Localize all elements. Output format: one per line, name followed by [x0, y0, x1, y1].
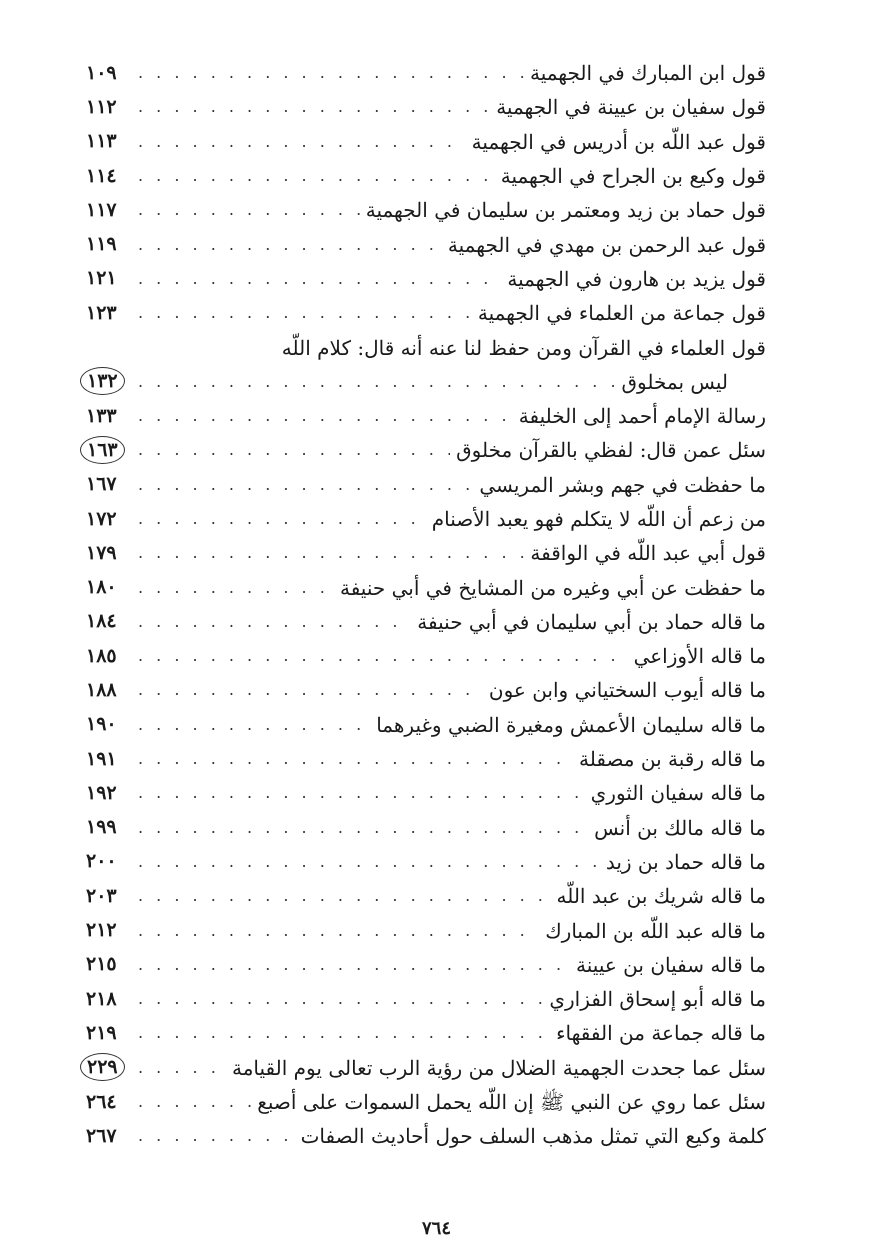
toc-entry — [86, 639, 766, 673]
toc-entry-title: سئل عمن قال: لفظي بالقرآن مخلوق — [456, 438, 766, 463]
toc-entry-page: ١١٣ — [86, 130, 117, 153]
leader-dots — [138, 888, 550, 904]
toc-entry — [86, 879, 766, 913]
leader-dots — [138, 580, 334, 596]
toc-entry-title: ليس بمخلوق — [621, 369, 728, 394]
toc-entry-page: ١١٩ — [86, 233, 117, 256]
toc-entry-page — [86, 1058, 138, 1077]
leader-dots — [138, 134, 466, 150]
toc-entry — [86, 913, 766, 947]
leader-dots — [138, 65, 524, 81]
toc-entry — [86, 605, 766, 639]
toc-entry-title: قول جماعة من العلماء في الجهمية — [477, 301, 766, 326]
toc-entry-title: ما قاله أيوب السختياني وابن عون — [488, 678, 766, 703]
toc-entry-page: ١١٤ — [86, 164, 117, 187]
leader-dots — [138, 1094, 251, 1110]
toc-entry-title: ما قاله حماد بن زيد — [605, 849, 766, 874]
toc-entry-title: ما قاله شريك بن عبد اللّه — [556, 884, 766, 909]
toc-entry-page: ١٧٢ — [86, 507, 117, 530]
toc-entry-title: ما حفظت عن أبي وغيره من المشايخ في أبي حنيفة — [339, 575, 766, 600]
toc-entry-page: ٢١٩ — [86, 1021, 117, 1044]
leader-dots — [138, 477, 473, 493]
leader-dots — [138, 682, 483, 698]
leader-dots — [138, 408, 513, 424]
toc-entry-page — [86, 438, 138, 461]
toc-entry-title: ما قاله أبو إسحاق الفزاري — [549, 987, 766, 1012]
toc-entry — [86, 776, 766, 810]
page-number: ٧٦٤ — [421, 1218, 451, 1239]
leader-dots — [138, 614, 411, 630]
toc-entry-page: ٢١٢ — [86, 919, 117, 942]
toc-entry-title: سئل عما روي عن النبي ﷺ إن اللّه يحمل السموات على أصبع — [257, 1090, 766, 1115]
toc-entry-page: ١٨٤ — [86, 610, 117, 633]
toc-entry — [86, 742, 766, 776]
leader-dots — [138, 1025, 550, 1041]
toc-entry — [86, 468, 766, 502]
leader-dots — [138, 168, 495, 184]
toc-entry-title: قول وكيع بن الجراح في الجهمية — [500, 164, 766, 189]
toc-entry-page: ١٦٧ — [86, 473, 117, 496]
toc-entry — [86, 673, 766, 707]
toc-entry — [86, 982, 766, 1016]
toc-entry-title: ما قاله مالك بن أنس — [594, 815, 766, 840]
toc-entry-page: ١٨٠ — [86, 576, 117, 599]
leader-dots — [138, 957, 570, 973]
toc-entry-page: ١٨٨ — [86, 678, 117, 701]
toc-entry — [86, 811, 766, 845]
toc-entry — [86, 125, 766, 159]
toc-entry-title: قول يزيد بن هارون في الجهمية — [507, 266, 766, 291]
toc-entry-title: قول أبي عبد اللّه في الواقفة — [530, 541, 766, 566]
toc-entry-title: قول حماد بن زيد ومعتمر بن سليمان في الجهمية — [365, 198, 766, 223]
circled-page-number: ٢٢٩ — [80, 1053, 125, 1081]
toc-entry — [86, 1085, 766, 1119]
toc-entry-page: ٢٠٠ — [86, 850, 117, 873]
toc-entry-title: ما قاله الأوزاعي — [633, 644, 766, 669]
toc-entry — [86, 433, 766, 467]
leader-dots — [138, 854, 600, 870]
toc-entry-title: ما قاله رقبة بن مصقلة — [579, 747, 766, 772]
circled-page-number: ١٦٣ — [80, 436, 125, 464]
leader-dots — [138, 923, 539, 939]
toc-entry-page: ١١٧ — [86, 198, 117, 221]
toc-entry — [86, 502, 766, 536]
toc-entry — [86, 536, 766, 570]
leader-dots — [138, 785, 585, 801]
toc-entry-title: رسالة الإمام أحمد إلى الخليفة — [518, 404, 766, 429]
toc-entry-page: ٢١٨ — [86, 987, 117, 1010]
leader-dots — [138, 717, 370, 733]
toc-entry-page: ١٢٣ — [86, 301, 117, 324]
toc-entry-title: ما قاله سليمان الأعمش ومغيرة الضبي وغيرهما — [376, 712, 766, 737]
leader-dots — [138, 271, 501, 287]
toc-entry-title: قول العلماء في القرآن ومن حفظ لنا عنه أنه قال: كلام اللّه — [281, 335, 766, 360]
toc-entry-page: ١١٢ — [86, 95, 117, 118]
leader-dots — [138, 648, 628, 664]
leader-dots — [138, 305, 472, 321]
toc-entry-page: ١٨٥ — [86, 644, 117, 667]
toc-entry — [86, 1119, 766, 1153]
toc-entry-title: من زعم أن اللّه لا يتكلم فهو يعبد الأصنام — [431, 507, 766, 531]
toc-entry — [86, 845, 766, 879]
leader-dots — [138, 545, 524, 561]
circled-page-number: ١٣٢ — [80, 367, 125, 395]
toc-entry — [86, 570, 766, 604]
toc-entry-title: كلمة وكيع التي تمثل مذهب السلف حول أحاديث الصفات — [300, 1124, 766, 1149]
leader-dots — [138, 820, 588, 836]
leader-dots — [138, 991, 543, 1007]
toc-entry-page — [86, 372, 138, 391]
toc-entry — [86, 193, 766, 227]
toc-entry-page: ٢٦٧ — [86, 1124, 117, 1147]
leader-dots — [138, 99, 490, 115]
leader-dots — [138, 511, 426, 527]
leader-dots — [138, 1128, 295, 1144]
toc-entry — [86, 399, 766, 433]
table-of-contents — [86, 56, 766, 1154]
toc-entry — [86, 708, 766, 742]
toc-entry-title: سئل عما جحدت الجهمية الضلال من رؤية الرب تعالى يوم القيامة — [231, 1055, 766, 1080]
toc-entry — [86, 262, 766, 296]
toc-entry — [86, 365, 766, 399]
toc-entry-page: ١٩١ — [86, 747, 117, 770]
toc-entry-page: ١٧٩ — [86, 541, 117, 564]
toc-entry-page: ١٢١ — [86, 267, 117, 290]
toc-entry-title: قول عبد الرحمن بن مهدي في الجهمية — [447, 232, 766, 257]
toc-entry-page: ٢١٥ — [86, 953, 117, 976]
leader-dots — [138, 237, 442, 253]
leader-dots — [138, 1060, 226, 1076]
toc-entry-title: ما قاله سفيان الثوري — [590, 781, 766, 806]
toc-entry-title: ما قاله حماد بن أبي سليمان في أبي حنيفة — [417, 609, 766, 634]
toc-entry — [86, 330, 766, 364]
toc-entry — [86, 296, 766, 330]
toc-entry — [86, 56, 766, 90]
toc-entry-title: قول سفيان بن عيينة في الجهمية — [496, 95, 766, 120]
leader-dots — [138, 751, 573, 767]
toc-entry-page: ٢٦٤ — [86, 1090, 117, 1113]
leader-dots — [138, 202, 360, 218]
leader-dots — [138, 442, 450, 458]
toc-entry — [86, 90, 766, 124]
toc-entry-page: ١٩٠ — [86, 713, 117, 736]
toc-entry-title: ما قاله سفيان بن عيينة — [576, 952, 766, 977]
toc-entry-page: ١٩٩ — [86, 816, 117, 839]
toc-entry-title: قول ابن المبارك في الجهمية — [529, 61, 766, 86]
toc-entry — [86, 159, 766, 193]
toc-entry-page: ١٩٢ — [86, 781, 117, 804]
toc-entry-page: ٢٠٣ — [86, 884, 117, 907]
toc-entry — [86, 1051, 766, 1085]
leader-dots — [138, 374, 616, 390]
toc-entry — [86, 227, 766, 261]
toc-entry-title: ما حفظت في جهم وبشر المريسي — [479, 472, 766, 497]
toc-entry-title: ما قاله جماعة من الفقهاء — [556, 1021, 766, 1046]
toc-entry-page: ١٣٣ — [86, 404, 117, 427]
toc-entry-title: ما قاله عبد اللّه بن المبارك — [545, 918, 766, 943]
toc-entry-page: ١٠٩ — [86, 61, 117, 84]
toc-entry — [86, 1016, 766, 1050]
toc-entry — [86, 948, 766, 982]
toc-entry-title: قول عبد اللّه بن أدريس في الجهمية — [471, 129, 766, 154]
